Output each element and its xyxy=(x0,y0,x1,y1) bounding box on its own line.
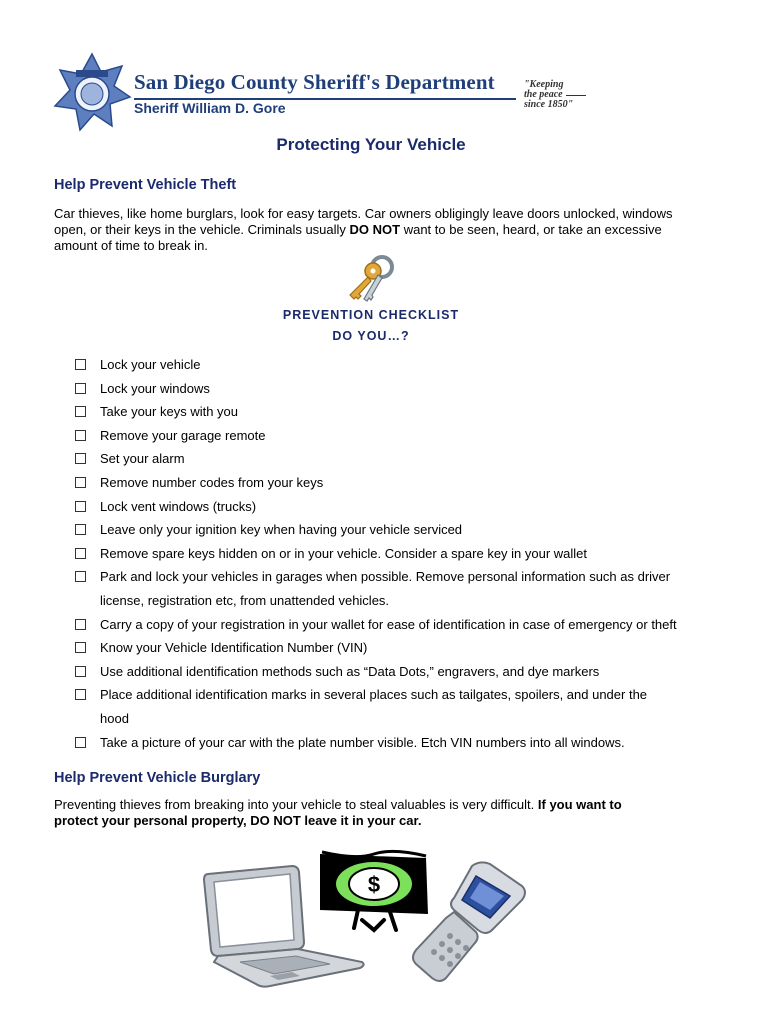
checklist-item-text: Place additional identification marks in several places such as tailgates, spoilers, and under the xyxy=(100,687,648,703)
checklist-item xyxy=(75,447,725,471)
checklist-heading: PREVENTION CHECKLIST xyxy=(282,308,460,322)
tagline-line: since 1850" xyxy=(524,99,574,110)
checkbox[interactable] xyxy=(75,666,86,677)
theft-para-line: Car thieves, like home burglars, look for easy targets. Car owners obligingly leave doors unlocked, windows xyxy=(54,206,673,221)
checkbox[interactable] xyxy=(75,477,86,488)
checkbox[interactable] xyxy=(75,430,86,441)
checklist-item xyxy=(75,495,725,519)
checklist-item xyxy=(75,731,725,755)
checkbox[interactable] xyxy=(75,642,86,653)
checklist-item xyxy=(75,683,725,730)
theft-paragraph xyxy=(54,206,704,254)
checklist-item-continuation: hood xyxy=(100,710,129,726)
dollar-sign: $ xyxy=(367,872,381,897)
checkbox[interactable] xyxy=(75,406,86,417)
checklist-item xyxy=(75,518,725,542)
checklist-item-text: Remove number codes from your keys xyxy=(100,474,324,490)
prevention-checklist xyxy=(75,353,725,754)
checkbox[interactable] xyxy=(75,737,86,748)
tagline-line: the peace xyxy=(524,89,563,100)
checklist-item-text: Lock your windows xyxy=(100,380,210,396)
checklist-item-text: Remove your garage remote xyxy=(100,427,266,443)
keys-icon xyxy=(340,253,398,305)
checklist-item xyxy=(75,377,725,401)
checklist-item xyxy=(75,400,725,424)
checkbox[interactable] xyxy=(75,359,86,370)
checkbox[interactable] xyxy=(75,501,86,512)
theft-para-line: open, or their keys in the vehicle. Criminals usually DO NOT want to be seen, heard, or take an excessive xyxy=(54,222,662,237)
checklist-item-text: Lock your vehicle xyxy=(100,357,201,372)
checklist-item-text: Take a picture of your car with the plate number visible. Etch VIN numbers into all windows. xyxy=(100,734,625,750)
checklist-item xyxy=(75,424,725,448)
checklist-item-continuation: license, registration etc, from unattended vehicles. xyxy=(100,592,390,608)
checklist-item-text: Remove spare keys hidden on or in your vehicle. Consider a spare key in your wallet xyxy=(100,545,588,561)
burglary-heading: Help Prevent Vehicle Burglary xyxy=(54,770,261,786)
burglary-para-line: Preventing thieves from breaking into your vehicle to steal valuables is very difficult. If you want to xyxy=(54,797,622,812)
burglary-paragraph xyxy=(54,797,704,829)
checklist-item xyxy=(75,660,725,684)
checkbox[interactable] xyxy=(75,524,86,535)
checkbox[interactable] xyxy=(75,689,86,700)
tagline-rule xyxy=(566,95,586,96)
tagline-line: "Keeping xyxy=(524,79,564,90)
checklist-subheading: DO YOU…? xyxy=(332,329,410,343)
cell-phone-icon xyxy=(410,860,530,990)
sheriff-name: Sheriff William D. Gore xyxy=(134,100,286,116)
checklist-item xyxy=(75,471,725,495)
checkbox[interactable] xyxy=(75,571,86,582)
checklist-item-text: Use additional identification methods such as “Data Dots,” engravers, and dye markers xyxy=(100,663,600,679)
checkbox[interactable] xyxy=(75,383,86,394)
checkbox[interactable] xyxy=(75,548,86,559)
checklist-item xyxy=(75,636,725,660)
checklist-item-text: Know your Vehicle Identification Number (VIN) xyxy=(100,640,368,656)
checklist-item xyxy=(75,542,725,566)
sheriff-star-badge-icon xyxy=(52,52,132,132)
checklist-item-text: Lock vent windows (trucks) xyxy=(100,498,257,514)
checklist-item-text: Take your keys with you xyxy=(100,404,239,420)
checklist-item xyxy=(75,353,725,377)
checklist-item-text: Park and lock your vehicles in garages when possible. Remove personal information such as driver xyxy=(100,569,671,585)
checklist-item xyxy=(75,565,725,612)
page-title: Protecting Your Vehicle xyxy=(276,135,466,154)
checkbox[interactable] xyxy=(75,619,86,630)
checklist-item-text: Set your alarm xyxy=(100,451,185,467)
theft-para-line: amount of time to break in. xyxy=(54,238,208,253)
checklist-item-text: Carry a copy of your registration in your wallet for ease of identification in case of emergency or theft xyxy=(100,616,677,632)
theft-heading: Help Prevent Vehicle Theft xyxy=(54,177,237,193)
burglary-para-line: protect your personal property, DO NOT leave it in your car. xyxy=(54,813,422,828)
checkbox[interactable] xyxy=(75,453,86,464)
department-name: San Diego County Sheriff's Department xyxy=(134,70,495,94)
checklist-item-text: Leave only your ignition key when having your vehicle serviced xyxy=(100,522,463,538)
checklist-item xyxy=(75,613,725,637)
